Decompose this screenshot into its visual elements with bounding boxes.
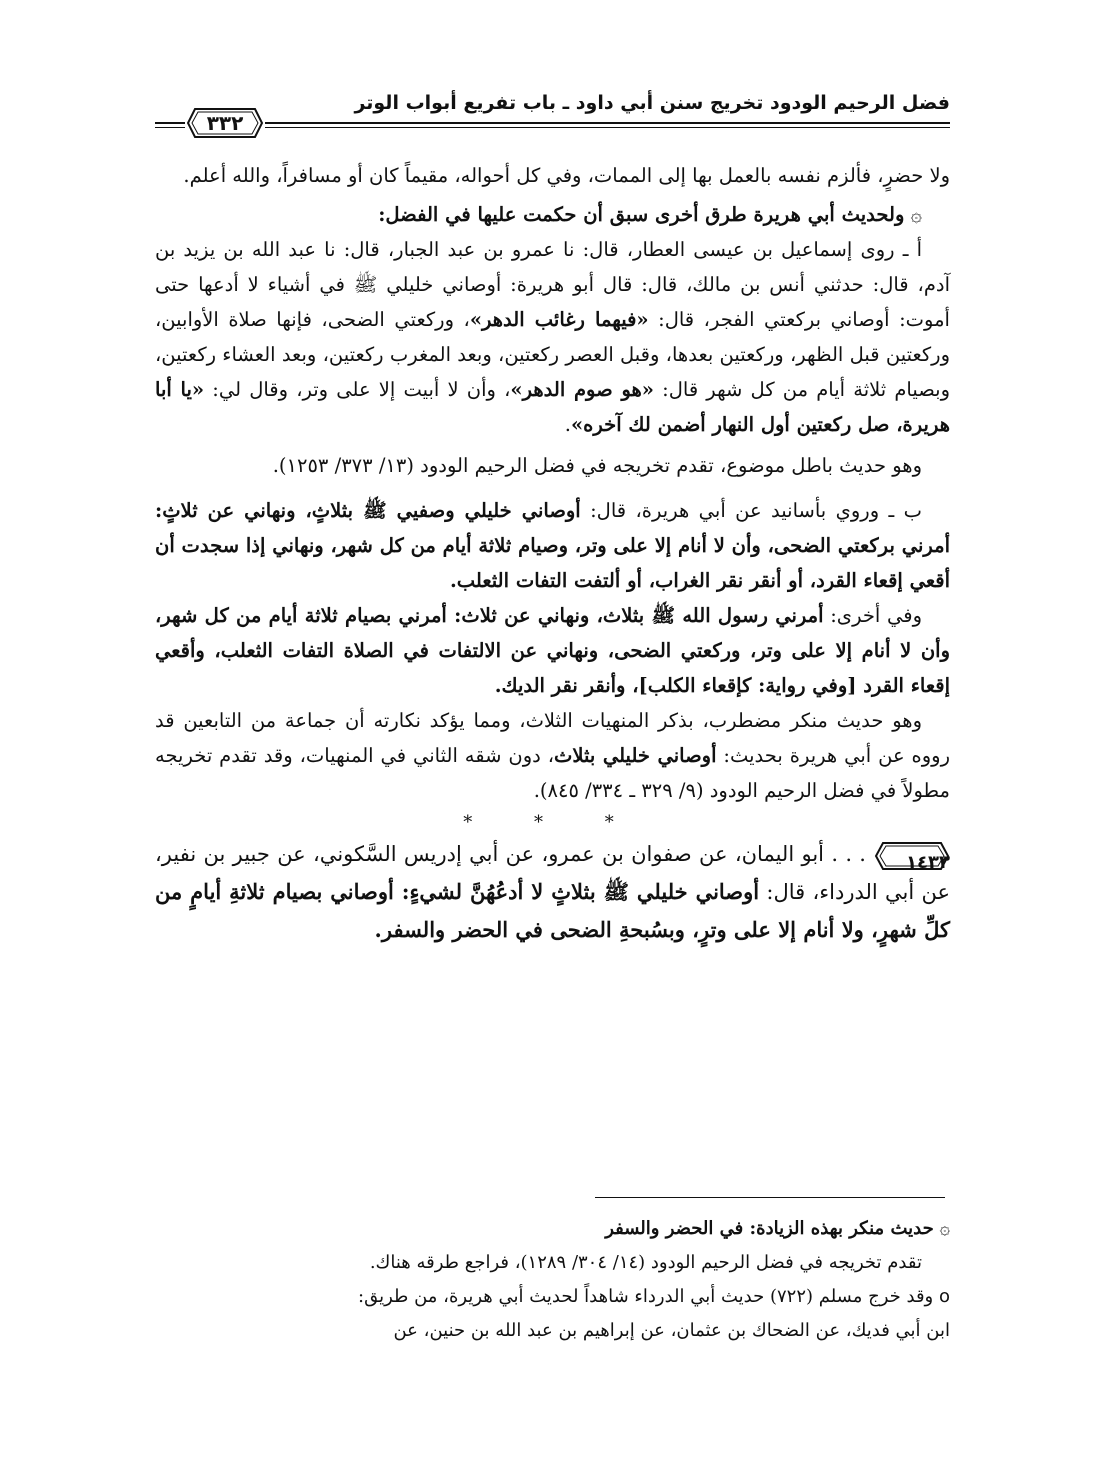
text-run: ، دون شقه الثاني في المنهيات، وقد تقدم تخريجه مطولاً في فضل الرحيم الودود (٩/ ٣٢٩ ـ ٣٣٤/ ٨٤٥).: [155, 744, 950, 802]
text-run: . . . أبو اليمان، عن صفوان بن عمرو، عن أبي إدريس السَّكوني، عن جبير بن نفير، عن أبي الدرداء، قال:: [155, 842, 951, 904]
main-text: [155, 158, 950, 949]
hadith-number-badge: [874, 841, 950, 871]
section-separator: * * *: [463, 812, 642, 833]
quote-bold: «فيهما رغائب الدهر»: [469, 308, 649, 331]
text-run: ، وأن لا أبيت إلا على وتر، وقال لي:: [204, 378, 511, 401]
text-run: .: [564, 413, 571, 436]
quote-bold: أمرني رسول الله ﷺ بثلاث، ونهاني عن ثلاث: أمرني بصيام ثلاثة أيام من كل شهر، وأن لا أنام إلا على وتر، وركعتي الضحى، ونهاني عن الالتفات في الصلاة التفات الثعلب، وأقعي إقعاء القرد [وفي رواية: كإقعاء الكلب]، وأنقر نقر الديك.: [155, 604, 950, 697]
paragraph: وهو حديث باطل موضوع، تقدم تخريجه في فضل الرحيم الودود (١٣/ ٣٧٣/ ١٢٥٣).: [272, 454, 922, 477]
flower-icon: ۞: [939, 1218, 950, 1239]
text-run: ب ـ وروي بأسانيد عن أبي هريرة، قال:: [580, 499, 922, 522]
quote-bold: أوصاني خليلي ﷺ بثلاثٍ لا أدعُهُنَّ لشيءٍ: أوصاني بصيام ثلاثةِ أيامٍ من كلِّ شهرٍ، ولا أنام إلا على وترٍ، وبسُبحةِ الضحى في الحضر والسفر.: [155, 879, 950, 942]
page-number-badge: [185, 106, 265, 140]
footnote-line: [155, 1280, 950, 1314]
hadith-paragraph: [155, 835, 950, 949]
text-run: ، وركعتي الضحى، فإنها صلاة الأوابين، وركعتين قبل الظهر، وركعتين بعدها، وقبل العصر ركعتين، وبعد المغرب ركعتين، وبعد العشاء ركعتين، وبصيام ثلاثة أيام من كل شهر قال:: [155, 308, 950, 401]
text-run: وهو حديث منكر مضطرب، بذكر المنهيات الثلاث، ومما يؤكد نكارته أن جماعة من التابعين قد رووه عن أبي هريرة بحديث:: [155, 709, 950, 767]
header-rule-thin: [155, 127, 950, 128]
footnote-heading: [155, 1212, 950, 1246]
quote-bold: «يا أبا هريرة، صل ركعتين أول النهار أضمن لك آخره»: [155, 378, 950, 436]
footnote-title: حديث منكر بهذه الزيادة: في الحضر والسفر: [605, 1218, 934, 1239]
text-run: وفي أخرى:: [823, 604, 923, 627]
paragraph: [155, 598, 950, 703]
header-rule: [155, 122, 950, 124]
footnotes: [155, 1212, 950, 1348]
paragraph: [155, 703, 950, 808]
quote-bold: «هو صوم الدهر»: [510, 378, 654, 401]
paragraph: ولا حضرٍ، فألزم نفسه بالعمل بها إلى الممات، وفي كل أحواله، مقيماً كان أو مسافراً، والله أعلم.: [183, 164, 950, 187]
footnote-rule: [595, 1197, 945, 1198]
page-header: [155, 86, 950, 136]
footnote-line: ابن أبي فديك، عن الضحاك بن عثمان، عن إبراهيم بن عبد الله بن حنين، عن: [393, 1320, 950, 1341]
flower-icon: ۞: [910, 203, 922, 226]
running-title: فضل الرحيم الودود تخريج سنن أبي داود ـ باب تفريع أبواب الوتر: [354, 92, 950, 114]
paragraph: [155, 493, 950, 598]
bullet-icon: o: [938, 1286, 950, 1307]
text-run: وقد خرج مسلم (٧٢٢) حديث أبي الدرداء شاهداً لحديث أبي هريرة، من طريق:: [358, 1286, 934, 1307]
quote-bold: أوصاني خليلي وصفيي ﷺ بثلاثٍ، ونهاني عن ثلاثٍ: أمرني بركعتي الضحى، وأن لا أنام إلا على وتر، وصيام ثلاثة أيام من كل شهر، ونهاني إذا سجدت أن أقعي إقعاء القرد، أو أنقر نقر الغراب، أو ألتفت التفات الثعلب.: [155, 499, 950, 592]
paragraph: [155, 232, 950, 442]
page-number: ٣٣٢: [206, 111, 244, 135]
quote-bold: أوصاني خليلي بثلاث: [554, 744, 717, 767]
paragraph: [155, 197, 950, 232]
hadith-number: ١٤٣٣: [906, 851, 950, 873]
paragraph-heading: ولحديث أبي هريرة طرق أخرى سبق أن حكمت عليها في الفضل:: [378, 203, 905, 226]
text-run: أ ـ روى إسماعيل بن عيسى العطار، قال: نا عمرو بن عبد الجبار، قال: نا عبد الله بن يزيد بن آدم، قال: حدثني أنس بن مالك، قال: قال أبو هريرة: أوصاني خليلي ﷺ في أشياء لا أدعها حتى أموت: أوصاني بركعتي الفجر، قال:: [155, 238, 950, 331]
footnote-line: تقدم تخريجه في فضل الرحيم الودود (١٤/ ٣٠٤/ ١٢٨٩)، فراجع طرقه هناك.: [369, 1252, 922, 1273]
